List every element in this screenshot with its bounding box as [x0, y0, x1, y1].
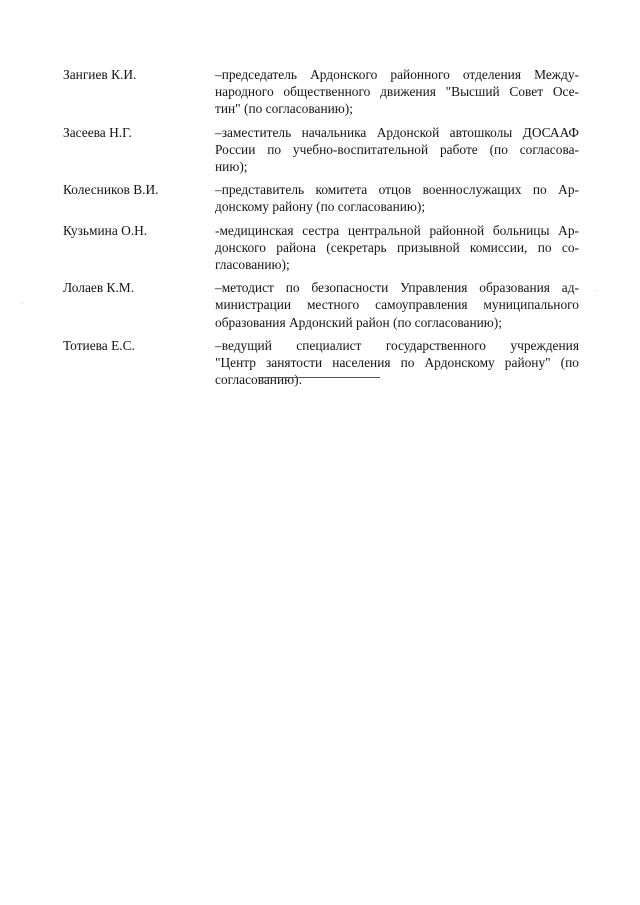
role-line: нию); — [215, 159, 248, 175]
member-entry — [63, 181, 579, 215]
member-name: Тотиева Е.С. — [63, 337, 135, 353]
role-line: –представитель комитета отцов военнослужащих по Ар- — [215, 182, 579, 198]
role-line: тин" (по согласованию); — [215, 101, 353, 117]
role-line: донского района (секретарь призывной комиссии, по со- — [215, 239, 579, 255]
member-entry — [63, 337, 579, 389]
commission-member-list — [63, 66, 579, 394]
member-role — [215, 124, 579, 176]
member-name: Засеева Н.Г. — [63, 124, 132, 140]
member-role — [215, 222, 579, 274]
member-entry — [63, 222, 579, 274]
role-line: донскому району (по согласованию); — [215, 199, 426, 215]
member-name: Колесников В.И. — [63, 182, 159, 198]
role-line: –председатель Ардонского районного отделения Между- — [215, 67, 579, 82]
scan-speck — [596, 290, 597, 291]
role-line: согласованию). — [215, 372, 302, 388]
role-line: –методист по безопасности Управления образования ад- — [215, 280, 579, 296]
member-name: Кузьмина О.Н. — [63, 222, 148, 238]
member-name: Зангиев К.И. — [63, 67, 137, 82]
role-line: –ведущий специалист государственного учреждения — [215, 337, 579, 353]
member-name: Лолаев К.М. — [63, 280, 135, 296]
role-line: народного общественного движения "Высший Совет Осе- — [215, 84, 579, 100]
member-role — [215, 66, 579, 118]
member-entry — [63, 66, 579, 118]
member-entry — [63, 279, 579, 331]
member-role — [215, 181, 579, 215]
role-line: России по учебно-воспитательной работе (по согласова- — [215, 141, 579, 157]
role-line: образования Ардонский район (по согласованию); — [215, 314, 502, 330]
role-line: министрации местного самоуправления муниципального — [215, 297, 579, 313]
end-of-list-rule — [258, 377, 380, 378]
role-line: -медицинская сестра центральной районной больницы Ар- — [215, 222, 579, 238]
scan-speck — [22, 303, 23, 304]
member-role — [215, 337, 579, 389]
member-entry — [63, 124, 579, 176]
role-line: "Центр занятости населения по Ардонскому району" (по — [215, 355, 579, 371]
role-line: –заместитель начальника Ардонской автошколы ДОСААФ — [215, 124, 579, 140]
member-role — [215, 279, 579, 331]
role-line: гласованию); — [215, 257, 290, 273]
